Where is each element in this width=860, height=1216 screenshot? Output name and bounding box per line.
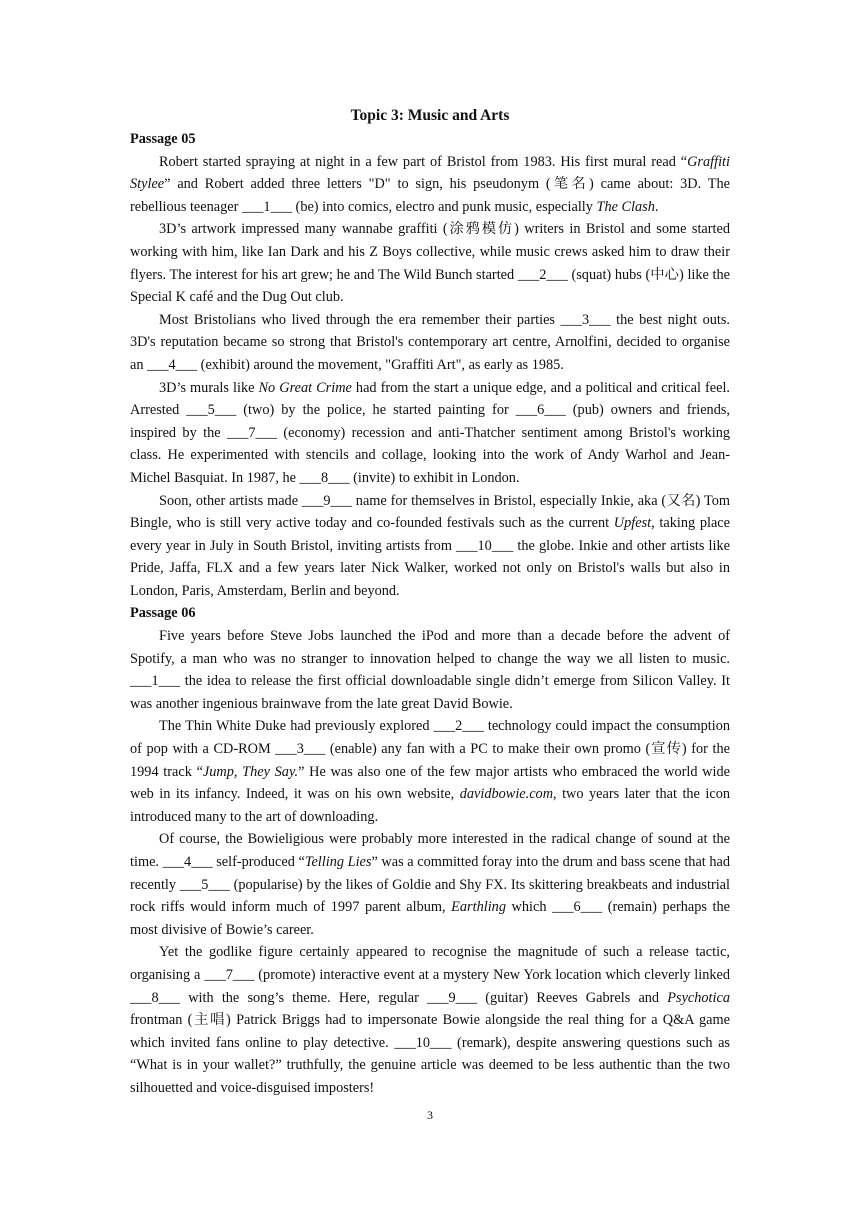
paragraph (130, 828, 730, 941)
italic-text: Jump, They Say. (202, 763, 299, 780)
paragraph (130, 490, 730, 603)
text-run: . (654, 198, 659, 215)
text-run: Of course, the Bowieligious were probably more interested in the radical change of sound at the time. ___4___ self-produced “ (130, 831, 730, 870)
passage-05 (130, 128, 730, 602)
document-page (130, 104, 730, 1100)
text-run: , two years later that the icon introduced many to the art of downloading. (130, 786, 730, 825)
text-run: 3D’s murals like (159, 379, 259, 396)
paragraph (130, 309, 730, 377)
text-run: , taking place every year in July in South Bristol, inviting artists from ___10___ the globe. Inkie and other artists like Pride, Jaffa, FLX and a few years later Nick Walker, worked not only on Bristol's walls but also in London, Paris, Amsterdam, Berlin and beyond. (130, 515, 730, 599)
paragraph (130, 151, 730, 219)
page-title: Topic 3: Music and Arts (350, 107, 510, 124)
passage-heading: Passage 05 (130, 131, 196, 147)
italic-text: No Great Crime (258, 379, 352, 396)
text-run: The Thin White Duke had previously explored ___2___ technology could impact the consumption of pop with a CD-ROM ___3___ (enable) any fan with a PC to make their own promo (宣传) for the 1994 track “ (130, 718, 730, 780)
text-run: Soon, other artists made ___9___ name for themselves in Bristol, especially Inkie, aka (又名) Tom Bingle, who is still very active today and co-founded festivals such as the current (130, 492, 730, 532)
italic-text: The Clash (596, 198, 655, 215)
page-number: 3 (427, 1108, 433, 1122)
italic-text: Earthling (451, 899, 506, 916)
passage-heading: Passage 06 (130, 605, 196, 622)
text-run: Five years before Steve Jobs launched the iPod and more than a decade before the advent of Spotify, a man who was no stranger to innovation helped to change the way we all listen to music. ___1___ the idea to release the first official downloadable single didn’t emerge from Silicon Valley. It was another ingenious brainwave from the late great David Bowie. (130, 628, 730, 712)
italic-text: Telling Lies (304, 854, 372, 870)
text-run: which ___6___ (remain) perhaps the most divisive of Bowie’s career. (130, 899, 730, 938)
text-run: 3D’s artwork impressed many wannabe graffiti (涂鸦模仿) writers in Bristol and some started working with him, like Ian Dark and his Z Boys collective, while music crews asked him to draw their flyers. The interest for his art grew; he and The Wild Bunch started ___2___ (squat) hubs (中心) like the Special K café and the Dug Out club. (130, 221, 730, 306)
text-run: frontman (主唱) Patrick Briggs had to impersonate Bowie alongside the real thing for a Q&A game which invited fans online to play detective. ___10___ (remark), despite answering questions such as “What is in your wallet?” truthfully, the genuine article was deemed to be less authentic than the two silhouetted and voice-disguised imposters! (130, 1012, 730, 1096)
text-run: ” and Robert added three letters "D" to sign, his pseudonym (笔名) came about: 3D. The rebellious teenager ___1___ (be) into comics, electro and punk music, especially (130, 176, 730, 215)
paragraph (130, 377, 730, 490)
text-run: ” He was also one of the few major artists who embraced the world wide web in its infancy. Indeed, it was on his own website, (130, 763, 730, 803)
text-run: had from the start a unique edge, and a political and critical feel. Arrested ___5___ (two) by the police, he started painting for ___6___ (pub) owners and friends, inspired by the ___7___ (economy) recession and anti-Thatcher sentiment among Bristol's working class. He experimented with stencils and collage, looking into the work of Andy Warhol and Jean-Michel Basquiat. In 1987, he ___8___ (invite) to exhibit in London. (130, 379, 730, 486)
italic-text: davidbowie.com (459, 786, 554, 803)
paragraph (130, 218, 730, 308)
text-run: Yet the godlike figure certainly appeared to recognise the magnitude of such a release tactic, organising a ___7___ (promote) interactive event at a mystery New York location which cleverly linked ___8___ with the song’s theme. Here, regular ___9___ (guitar) Reeves Gabrels and (130, 944, 730, 1006)
text-run: Robert started spraying at night in a few part of Bristol from 1983. His first mural read “ (159, 153, 688, 170)
italic-text: Graffiti Stylee (130, 153, 730, 193)
text-run: Most Bristolians who lived through the era remember their parties ___3___ the best night outs. 3D's reputation became so strong that Bristol's contemporary art centre, Arnolfini, decided to organise an ___4___ (exhibit) around the movement, "Graffiti Art", as early as 1985. (130, 311, 730, 373)
paragraph (130, 715, 730, 828)
paragraph (130, 941, 730, 1099)
passage-06 (130, 602, 730, 1099)
paragraph (130, 625, 730, 715)
italic-text: Upfest (613, 515, 652, 532)
italic-text: Psychotica (667, 989, 730, 1006)
text-run: ” was a committed foray into the drum and bass scene that had recently ___5___ (popularise) by the likes of Goldie and Shy FX. Its skittering breakbeats and industrial rock riffs would inform much of 1997 parent album, (130, 854, 731, 916)
